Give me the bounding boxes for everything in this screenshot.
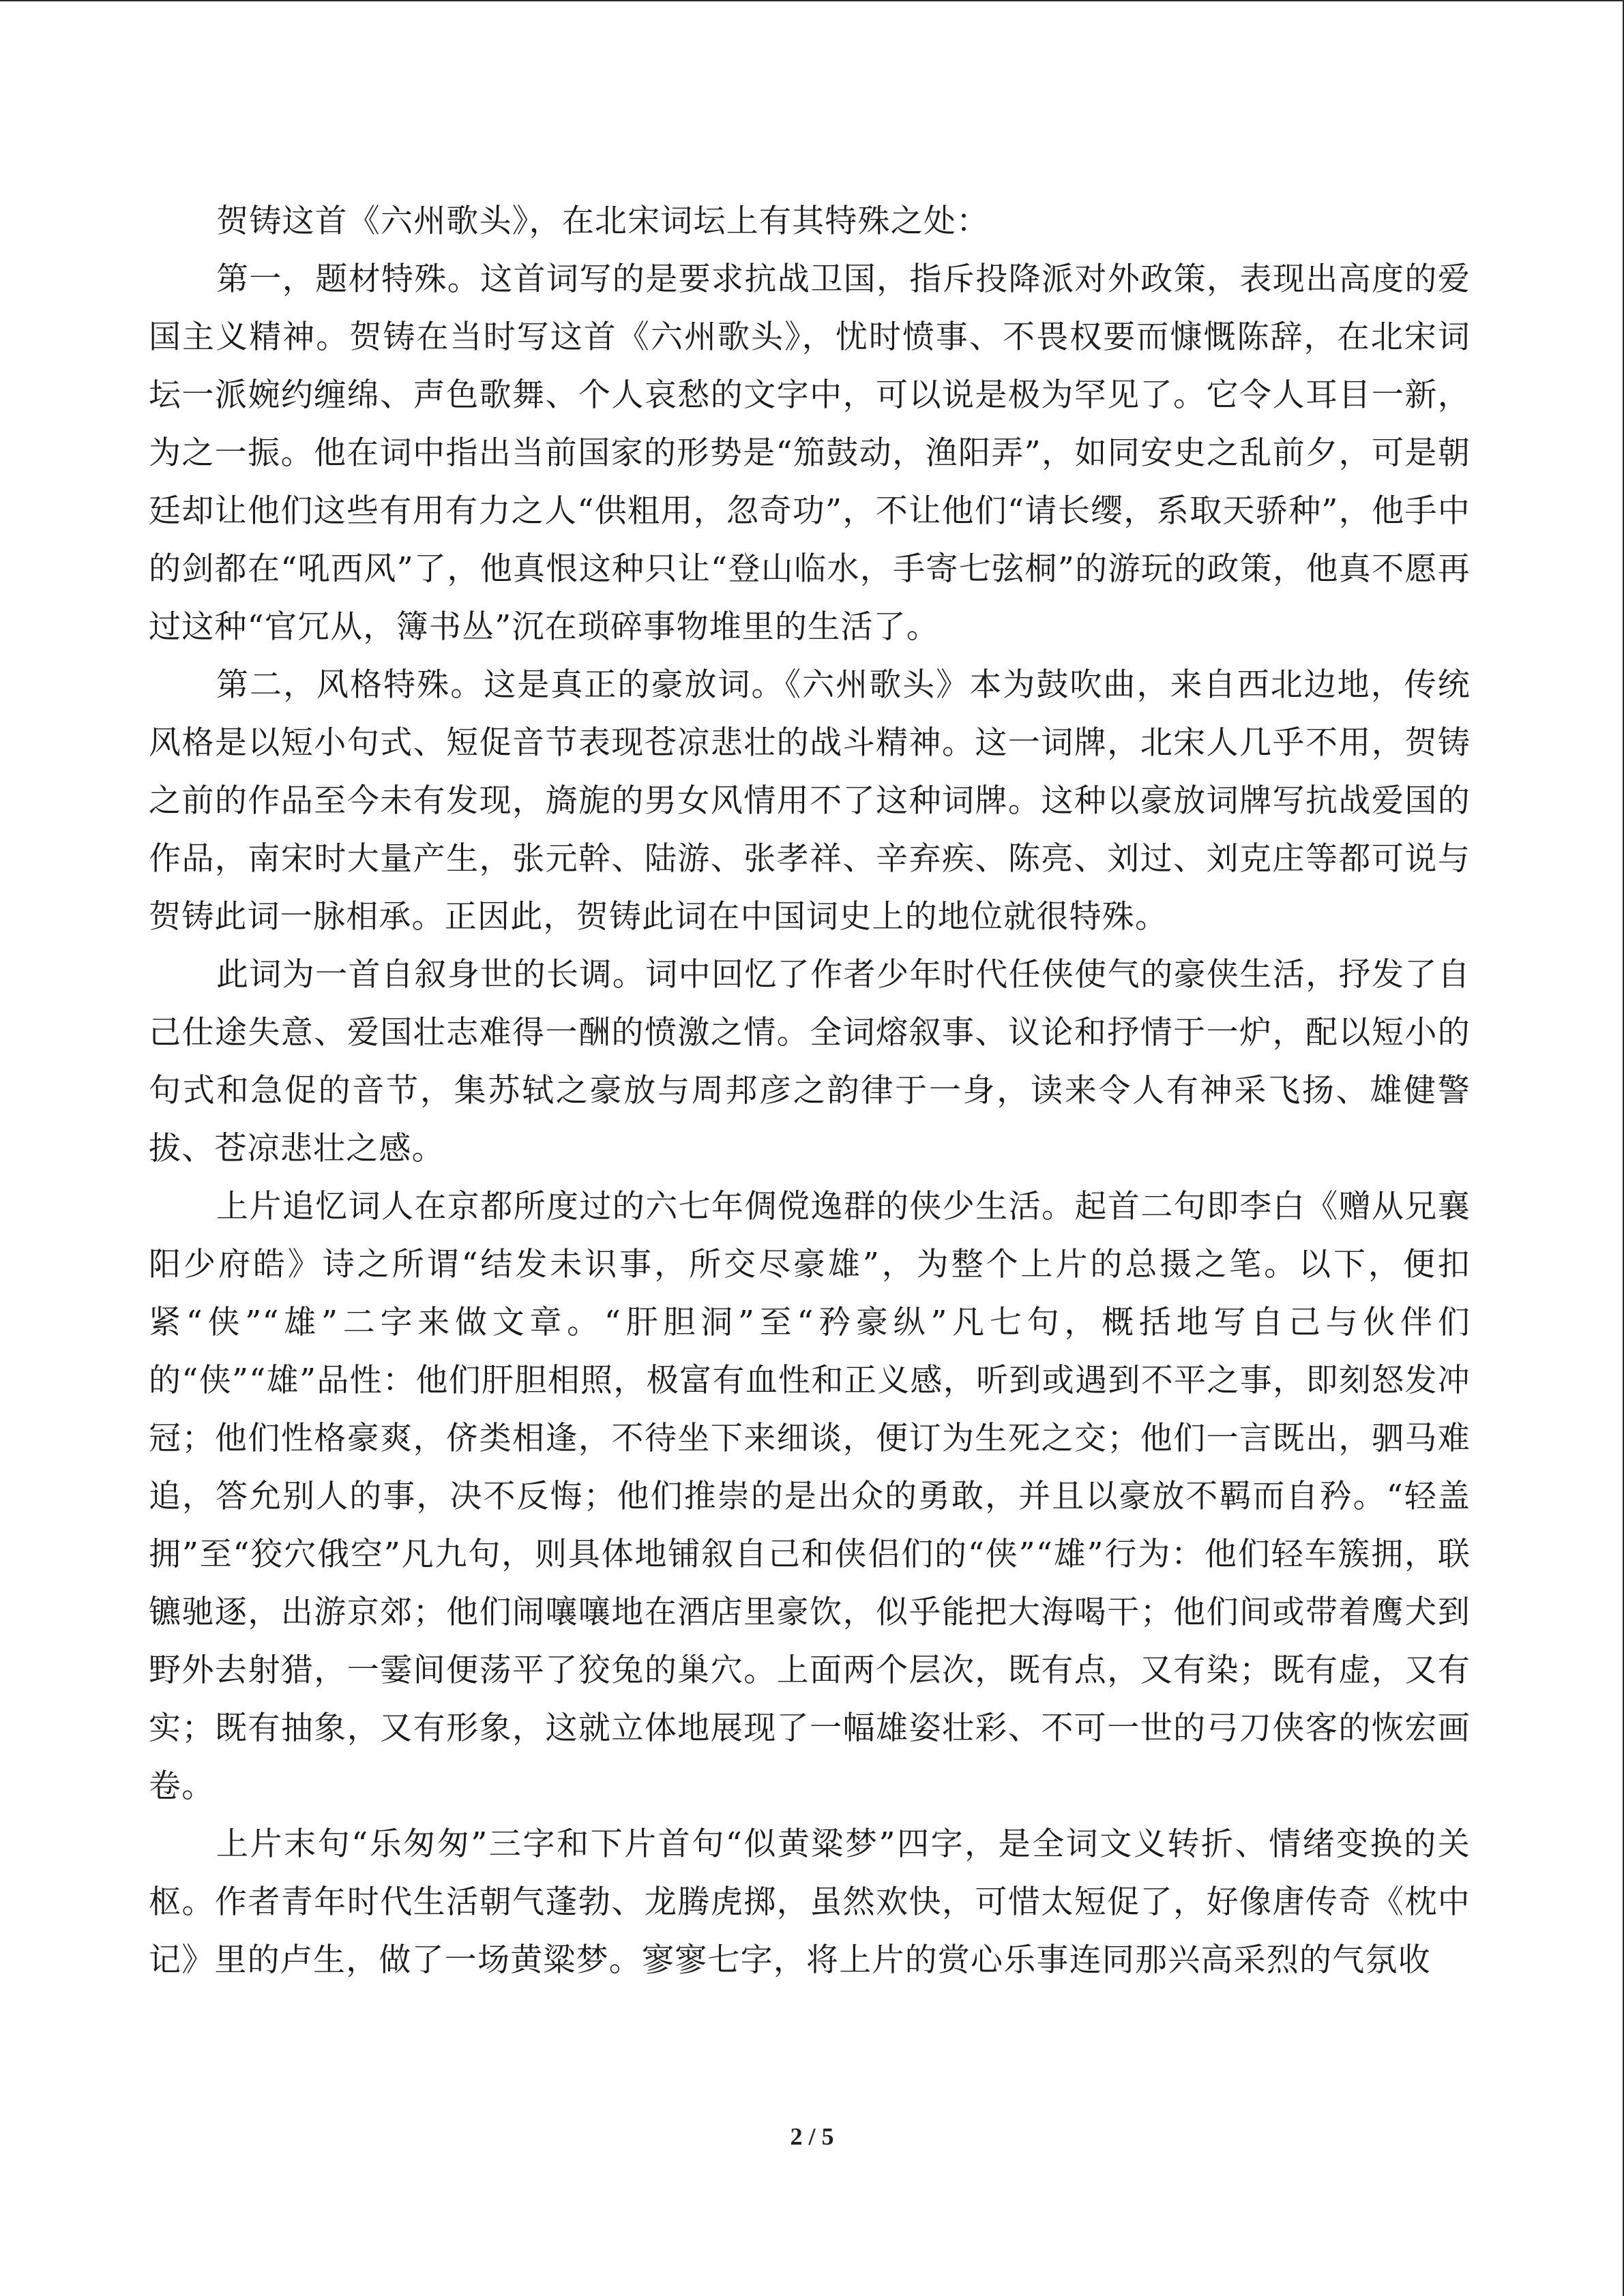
paragraph-style: 第二，风格特殊。这是真正的豪放词。《六州歌头》本为鼓吹曲，来自西北边地，传统风格是以短小句式、短促音节表现苍凉悲壮的战斗精神。这一词牌，北宋人几乎不用，贺铸之前的作品至今未有发现，旖旎的男女风情用不了这种词牌。这种以豪放词牌写抗战爱国的作品，南宋时大量产生，张元幹、陆游、张孝祥、辛弃疾、陈亮、刘过、刘克庄等都可说与贺铸此词一脉相承。正因此，贺铸此词在中国词史上的地位就很特殊。	[149, 666, 1471, 936]
paragraph-theme: 第一，题材特殊。这首词写的是要求抗战卫国，指斥投降派对外政策，表现出高度的爱国主义精神。贺铸在当时写这首《六州歌头》，忧时愤事、不畏权要而慷慨陈辞，在北宋词坛一派婉约缠绵、声色歌舞、个人哀愁的文字中，可以说是极为罕见了。它令人耳目一新，为之一振。他在词中指出当前国家的形势是“笳鼓动，渔阳弄”，如同安史之乱前夕，可是朝廷却让他们这些有用有力之人“供粗用，忽奇功”，不让他们“请长缨，系取天骄种”，他手中的剑都在“吼西风”了，他真恨这种只让“登山临水，手寄七弦桐”的游玩的政策，他真不愿再过这种“官冗从，簿书丛”沉在琐碎事物堆里的生活了。	[149, 260, 1471, 646]
page-number: 2 / 5	[790, 2123, 834, 2150]
document-body	[149, 192, 1471, 1989]
paragraph-intro: 贺铸这首《六州歌头》，在北宋词坛上有其特殊之处：	[216, 203, 990, 240]
paragraph-first-half: 上片追忆词人在京都所度过的六七年倜傥逸群的侠少生活。起首二句即李白《赠从兄襄阳少府皓》诗之所谓“结发未识事，所交尽豪雄”，为整个上片的总摄之笔。以下，便扣紧“侠”“雄”二字来做文章。“肝胆洞”至“矜豪纵”凡七句，概括地写自己与伙伴们的“侠”“雄”品性：他们肝胆相照，极富有血性和正义感，听到或遇到不平之事，即刻怒发冲冠；他们性格豪爽，侪类相逢，不待坐下来细谈，便订为生死之交；他们一言既出，驷马难追，答允别人的事，决不反悔；他们推崇的是出众的勇敢，并且以豪放不羁而自矜。“轻盖拥”至“狡穴俄空”凡九句，则具体地铺叙自己和侠侣们的“侠”“雄”行为：他们轻车簇拥，联镳驰逐，出游京郊；他们闹嚷嚷地在酒店里豪饮，似乎能把大海喝干；他们间或带着鹰犬到野外去射猎，一霎间便荡平了狡兔的巢穴。上面两个层次，既有点，又有染；既有虚，又有实；既有抽象，又有形象，这就立体地展现了一幅雄姿壮彩、不可一世的弓刀侠客的恢宏画卷。	[149, 1188, 1471, 1805]
paragraph-transition: 上片末句“乐匆匆”三字和下片首句“似黄粱梦”四字，是全词文义转折、情绪变换的关枢。作者青年时代生活朝气蓬勃、龙腾虎掷，虽然欢快，可惜太短促了，好像唐传奇《枕中记》里的卢生，做了一场黄粱梦。寥寥七字，将上片的赏心乐事连同那兴高采烈的气氛收	[149, 1825, 1471, 1979]
paragraph-summary: 此词为一首自叙身世的长调。词中回忆了作者少年时代任侠使气的豪侠生活，抒发了自己仕途失意、爱国壮志难得一酬的愤激之情。全词熔叙事、议论和抒情于一炉，配以短小的句式和急促的音节，集苏轼之豪放与周邦彦之韵律于一身，读来令人有神采飞扬、雄健警拔、苍凉悲壮之感。	[149, 956, 1471, 1167]
